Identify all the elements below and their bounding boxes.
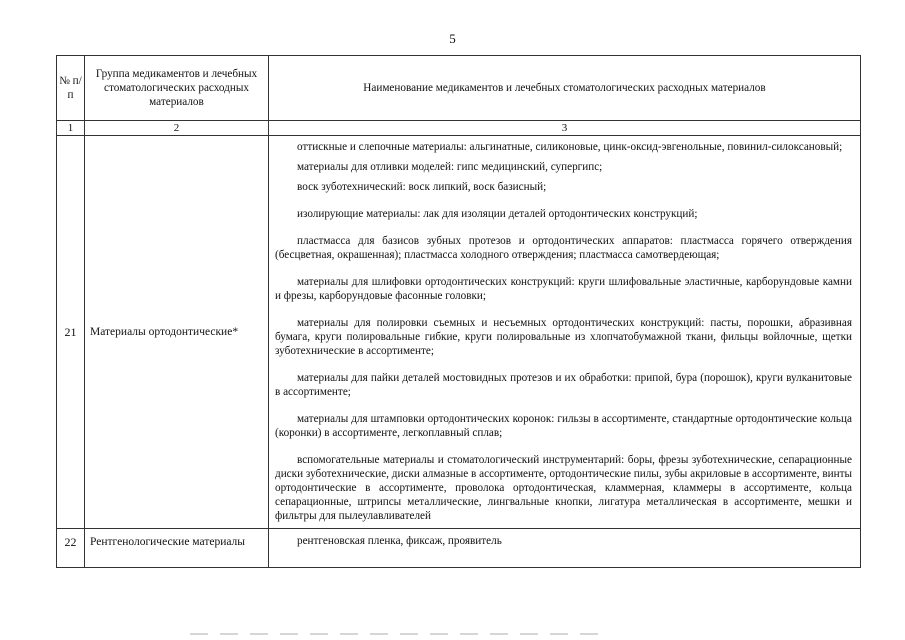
list-item: пластмасса для базисов зубных протезов и ортодонтических аппаратов: пластмасса горячего отверждения (бесцветная, окрашенная); пластмасса холодного отверждения; пластмасса самотвердеющая; bbox=[275, 235, 852, 261]
header-name: Наименование медикаментов и лечебных стоматологических расходных материалов bbox=[269, 56, 861, 121]
list-item: вспомогательные материалы и стоматологический инструментарий: боры, фрезы зуботехнические, сепарационные диски зуботехнические, диски алмазные в ассортименте, ортодонтические пилы, зубы акриловые в ассортименте, винты ортодонтические в ассортименте, проволока ортодонтическая, кламмерная, кламмеры в ассортименте, кольца сепарационные, штрипсы металлические, лингвальные кнопки, лигатура металлическая в ассортименте, мешки и фильтры для пылеулавливателей bbox=[275, 454, 852, 522]
list-item: изолирующие материалы: лак для изоляции деталей ортодонтических конструкций; bbox=[297, 208, 698, 220]
scan-artifact bbox=[190, 633, 610, 635]
table-row bbox=[57, 529, 861, 568]
table-header-row bbox=[57, 56, 861, 121]
column-number: 3 bbox=[269, 121, 861, 136]
row-group: Материалы ортодонтические* bbox=[85, 136, 269, 529]
table-row bbox=[57, 136, 861, 529]
column-number: 1 bbox=[57, 121, 85, 136]
page-number: 5 bbox=[449, 31, 456, 46]
list-item: рентгеновская пленка, фиксаж, проявитель bbox=[297, 535, 502, 547]
list-item: материалы для штамповки ортодонтических коронок: гильзы в ассортименте, стандартные ортодонтические кольца (коронки) в ассортименте, легкоплавный сплав; bbox=[275, 413, 852, 439]
list-item: материалы для пайки деталей мостовидных протезов и их обработки: припой, бура (порошок), круги вулканитовые в ассортименте; bbox=[275, 372, 852, 398]
column-numbers-row bbox=[57, 121, 861, 136]
medications-table bbox=[56, 55, 861, 568]
row-group: Рентгенологические материалы bbox=[85, 529, 269, 568]
column-number: 2 bbox=[85, 121, 269, 136]
row-number: 21 bbox=[57, 136, 85, 529]
header-number: № п/п bbox=[57, 56, 85, 121]
list-item: материалы для шлифовки ортодонтических конструкций: круги шлифовальные эластичные, карборундовые камни и фрезы, карборундовые фасонные головки; bbox=[275, 276, 852, 302]
list-item: оттискные и слепочные материалы: альгинатные, силиконовые, цинк-оксид-эвгенольные, повинил-силоксановый; bbox=[297, 141, 843, 153]
row-items bbox=[269, 136, 861, 529]
list-item: воск зуботехнический: воск липкий, воск базисный; bbox=[297, 181, 547, 193]
list-item: материалы для отливки моделей: гипс медицинский, супергипс; bbox=[297, 161, 603, 173]
row-number: 22 bbox=[57, 529, 85, 568]
list-item: материалы для полировки съемных и несъемных ортодонтических конструкций: пасты, порошки, абразивная бумага, круги полировальные гибкие, круги полировальные из хлопчатобумажной ткани, фильцы войлочные, щетки зуботехнические в ассортименте; bbox=[275, 317, 852, 357]
header-group: Группа медикаментов и лечебных стоматологических расходных материалов bbox=[85, 56, 269, 121]
row-items bbox=[269, 529, 861, 568]
